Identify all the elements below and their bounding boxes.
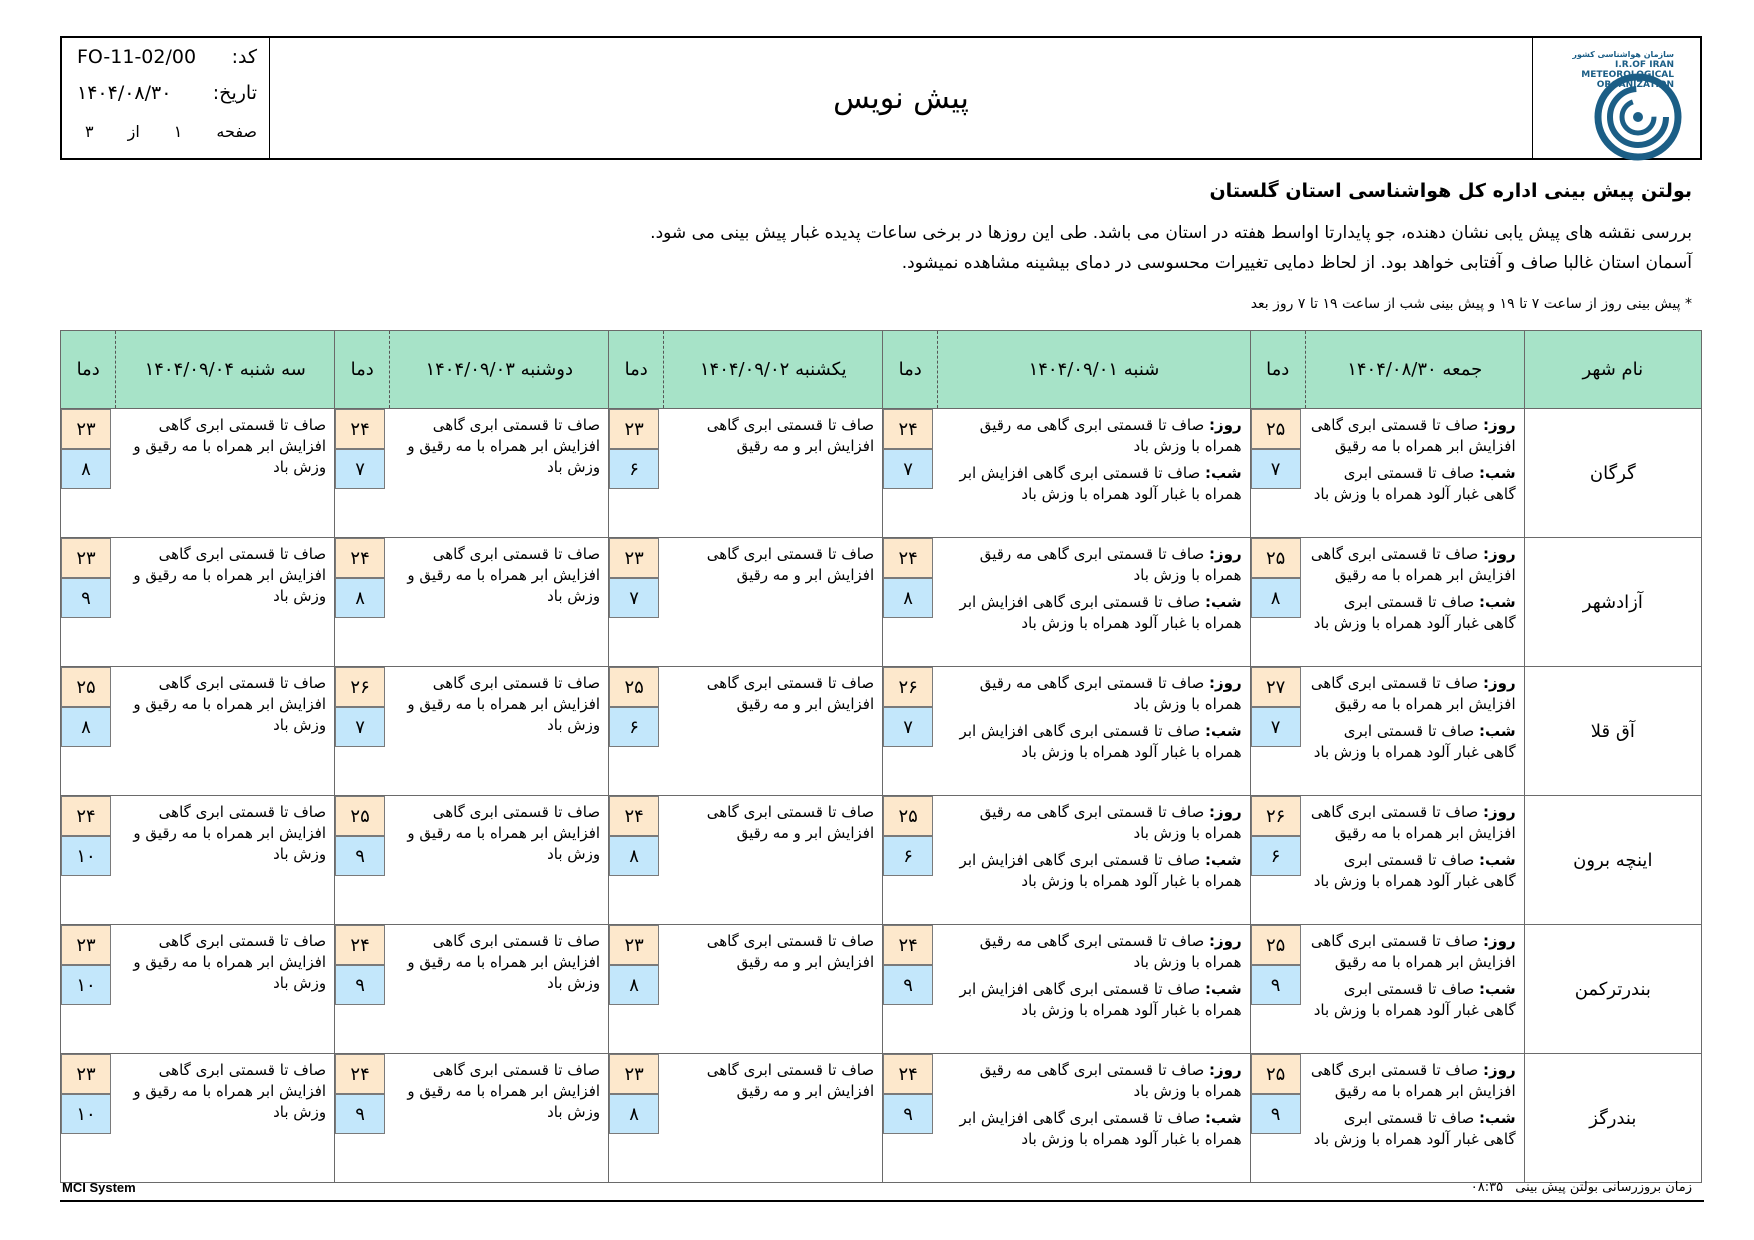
city-name: بندرترکمن — [1524, 925, 1701, 1054]
table-header-row — [61, 331, 1702, 409]
temp-cell — [883, 925, 938, 1054]
temp-header: دما — [335, 331, 390, 409]
forecast-table-body — [61, 409, 1702, 1183]
day-header-3: یکشنبه ۱۴۰۴/۰۹/۰۲ — [664, 331, 883, 409]
day-text: صاف تا قسمتی ابری گاهی افزایش ابر همراه با مه رقیق — [1310, 674, 1516, 713]
max-temp: ۲۳ — [609, 409, 659, 449]
min-temp: ۹ — [335, 965, 385, 1005]
night-forecast — [942, 979, 1242, 1021]
day-forecast — [1309, 544, 1515, 586]
temp-header: دما — [1250, 331, 1305, 409]
min-temp: ۱۰ — [61, 965, 111, 1005]
min-temp: ۷ — [335, 449, 385, 489]
min-temp: ۸ — [609, 836, 659, 876]
night-forecast — [1309, 1108, 1515, 1150]
min-temp: ۶ — [609, 449, 659, 489]
temp-cell — [1250, 1054, 1305, 1183]
min-temp: ۷ — [883, 449, 933, 489]
temp-cell — [609, 1054, 664, 1183]
day-label: روز: — [1483, 1061, 1516, 1079]
night-text: صاف تا قسمتی ابری گاهی غبار آلود همراه با وزش باد — [1313, 464, 1516, 503]
page-title: پیش نویس — [833, 80, 969, 116]
max-temp: ۲۵ — [609, 667, 659, 707]
day-label: روز: — [1483, 803, 1516, 821]
forecast-text: صاف تا قسمتی ابری گاهی افزایش ابر و مه رقیق — [664, 667, 883, 796]
min-temp: ۹ — [883, 1094, 933, 1134]
night-forecast — [1309, 850, 1515, 892]
max-temp: ۲۴ — [61, 796, 111, 836]
footer-update — [1471, 1180, 1692, 1195]
page-total: ۳ — [85, 122, 94, 141]
night-label: شب: — [1478, 464, 1516, 482]
temp-cell — [883, 538, 938, 667]
footer-divider — [60, 1200, 1704, 1202]
max-temp: ۲۳ — [609, 538, 659, 578]
city-name: اینچه برون — [1524, 796, 1701, 925]
temp-cell — [61, 925, 116, 1054]
night-label: شب: — [1204, 464, 1242, 482]
day-label: روز: — [1209, 545, 1242, 563]
day-night-forecast — [938, 667, 1250, 796]
max-temp: ۲۴ — [609, 796, 659, 836]
city-name: گرگان — [1524, 409, 1701, 538]
day-night-forecast — [1305, 538, 1524, 667]
night-forecast — [942, 1108, 1242, 1150]
table-row — [61, 796, 1702, 925]
footer-system: MCI System — [62, 1180, 136, 1195]
day-header-5: سه شنبه ۱۴۰۴/۰۹/۰۴ — [116, 331, 335, 409]
max-temp: ۲۴ — [883, 409, 933, 449]
temp-cell — [609, 925, 664, 1054]
night-label: شب: — [1204, 722, 1242, 740]
forecast-text: صاف تا قسمتی ابری گاهی افزایش ابر همراه با مه رقیق و وزش باد — [116, 538, 335, 667]
max-temp: ۲۳ — [61, 409, 111, 449]
night-label: شب: — [1478, 851, 1516, 869]
min-temp: ۷ — [883, 707, 933, 747]
night-text: صاف تا قسمتی ابری گاهی غبار آلود همراه با وزش باد — [1313, 722, 1516, 761]
min-temp: ۹ — [335, 1094, 385, 1134]
max-temp: ۲۵ — [1251, 538, 1301, 578]
min-temp: ۶ — [1251, 836, 1301, 876]
day-night-forecast — [1305, 925, 1524, 1054]
max-temp: ۲۵ — [883, 796, 933, 836]
page-label: صفحه — [216, 122, 257, 141]
night-text: صاف تا قسمتی ابری گاهی افزایش ابر همراه با غبار آلود همراه با وزش باد — [959, 851, 1242, 890]
night-text: صاف تا قسمتی ابری گاهی غبار آلود همراه با وزش باد — [1313, 1109, 1516, 1148]
day-text: صاف تا قسمتی ابری گاهی مه رقیق همراه با وزش باد — [979, 416, 1242, 455]
city-name: آزادشهر — [1524, 538, 1701, 667]
night-text: صاف تا قسمتی ابری گاهی غبار آلود همراه با وزش باد — [1313, 980, 1516, 1019]
table-row — [61, 667, 1702, 796]
table-row — [61, 409, 1702, 538]
forecast-text: صاف تا قسمتی ابری گاهی افزایش ابر همراه با مه رقیق و وزش باد — [390, 796, 609, 925]
min-temp: ۷ — [1251, 449, 1301, 489]
max-temp: ۲۵ — [1251, 1054, 1301, 1094]
table-row — [61, 1054, 1702, 1183]
temp-cell — [61, 409, 116, 538]
night-label: شب: — [1204, 593, 1242, 611]
min-temp: ۹ — [61, 578, 111, 618]
doc-meta — [62, 38, 270, 158]
page-row — [77, 122, 257, 141]
forecast-text: صاف تا قسمتی ابری گاهی افزایش ابر همراه با مه رقیق و وزش باد — [390, 1054, 609, 1183]
day-night-forecast — [1305, 1054, 1524, 1183]
night-label: شب: — [1478, 980, 1516, 998]
bulletin-heading: بولتن پیش بینی اداره کل هواشناسی استان گلستان — [1209, 180, 1692, 202]
day-forecast — [942, 544, 1242, 586]
city-name: بندرگز — [1524, 1054, 1701, 1183]
bulletin-summary — [492, 218, 1692, 278]
logo-text-en1: I.R.OF IRAN — [1615, 60, 1674, 70]
forecast-text: صاف تا قسمتی ابری گاهی افزایش ابر همراه با مه رقیق و وزش باد — [390, 538, 609, 667]
min-temp: ۸ — [883, 578, 933, 618]
day-night-forecast — [938, 538, 1250, 667]
forecast-text: صاف تا قسمتی ابری گاهی افزایش ابر و مه رقیق — [664, 1054, 883, 1183]
min-temp: ۶ — [883, 836, 933, 876]
forecast-text: صاف تا قسمتی ابری گاهی افزایش ابر همراه با مه رقیق و وزش باد — [390, 925, 609, 1054]
day-text: صاف تا قسمتی ابری گاهی افزایش ابر همراه با مه رقیق — [1310, 1061, 1516, 1100]
night-text: صاف تا قسمتی ابری گاهی غبار آلود همراه با وزش باد — [1313, 593, 1516, 632]
min-temp: ۷ — [1251, 707, 1301, 747]
day-text: صاف تا قسمتی ابری گاهی مه رقیق همراه با وزش باد — [979, 545, 1242, 584]
day-forecast — [942, 802, 1242, 844]
temp-cell — [609, 409, 664, 538]
day-forecast — [942, 1060, 1242, 1102]
logo-text-en3: ORGANIZATION — [1596, 80, 1674, 90]
max-temp: ۲۵ — [1251, 409, 1301, 449]
code-value: FO-11-02/00 — [77, 46, 197, 68]
page-of: از — [127, 122, 140, 141]
max-temp: ۲۵ — [61, 667, 111, 707]
night-label: شب: — [1204, 851, 1242, 869]
temp-cell — [883, 1054, 938, 1183]
day-header-1: جمعه ۱۴۰۴/۰۸/۳۰ — [1305, 331, 1524, 409]
min-temp: ۷ — [335, 707, 385, 747]
night-label: شب: — [1478, 593, 1516, 611]
max-temp: ۲۳ — [61, 538, 111, 578]
temp-cell — [335, 409, 390, 538]
temp-cell — [1250, 796, 1305, 925]
night-forecast — [1309, 721, 1515, 763]
night-forecast — [942, 463, 1242, 505]
min-temp: ۸ — [609, 965, 659, 1005]
day-forecast — [942, 931, 1242, 973]
day-label: روز: — [1209, 803, 1242, 821]
min-temp: ۸ — [61, 707, 111, 747]
max-temp: ۲۵ — [1251, 925, 1301, 965]
max-temp: ۲۴ — [335, 409, 385, 449]
org-logo — [1532, 38, 1700, 158]
temp-cell — [335, 667, 390, 796]
forecast-text: صاف تا قسمتی ابری گاهی افزایش ابر همراه با مه رقیق و وزش باد — [116, 409, 335, 538]
forecast-text: صاف تا قسمتی ابری گاهی افزایش ابر همراه با مه رقیق و وزش باد — [390, 409, 609, 538]
date-value: ۱۴۰۴/۰۸/۳۰ — [77, 82, 172, 104]
min-temp: ۶ — [609, 707, 659, 747]
night-text: صاف تا قسمتی ابری گاهی افزایش ابر همراه با غبار آلود همراه با وزش باد — [959, 980, 1242, 1019]
document-header — [60, 36, 1702, 160]
day-text: صاف تا قسمتی ابری گاهی مه رقیق همراه با وزش باد — [979, 674, 1242, 713]
day-forecast — [942, 415, 1242, 457]
table-row — [61, 925, 1702, 1054]
night-label: شب: — [1204, 980, 1242, 998]
max-temp: ۲۶ — [883, 667, 933, 707]
day-forecast — [1309, 673, 1515, 715]
footer-update-time: ۰۸:۳۵ — [1470, 1180, 1504, 1195]
day-night-forecast — [1305, 796, 1524, 925]
day-label: روز: — [1209, 674, 1242, 692]
day-text: صاف تا قسمتی ابری گاهی افزایش ابر همراه با مه رقیق — [1310, 416, 1516, 455]
code-label: کد: — [231, 46, 257, 68]
forecast-text: صاف تا قسمتی ابری گاهی افزایش ابر همراه با مه رقیق و وزش باد — [116, 925, 335, 1054]
temp-cell — [335, 925, 390, 1054]
night-text: صاف تا قسمتی ابری گاهی غبار آلود همراه با وزش باد — [1313, 851, 1516, 890]
day-label: روز: — [1209, 1061, 1242, 1079]
max-temp: ۲۵ — [335, 796, 385, 836]
code-row — [77, 46, 257, 68]
day-night-forecast — [1305, 667, 1524, 796]
forecast-text: صاف تا قسمتی ابری گاهی افزایش ابر و مه رقیق — [664, 796, 883, 925]
night-text: صاف تا قسمتی ابری گاهی افزایش ابر همراه با غبار آلود همراه با وزش باد — [959, 464, 1242, 503]
day-text: صاف تا قسمتی ابری گاهی مه رقیق همراه با وزش باد — [979, 803, 1242, 842]
night-forecast — [1309, 463, 1515, 505]
temp-cell — [883, 409, 938, 538]
footer-update-label: زمان بروزرسانی بولتن پیش بینی — [1515, 1180, 1692, 1195]
city-header: نام شهر — [1524, 331, 1701, 409]
min-temp: ۹ — [1251, 965, 1301, 1005]
day-text: صاف تا قسمتی ابری گاهی افزایش ابر همراه با مه رقیق — [1310, 932, 1516, 971]
max-temp: ۲۴ — [335, 538, 385, 578]
forecast-text: صاف تا قسمتی ابری گاهی افزایش ابر و مه رقیق — [664, 925, 883, 1054]
temp-cell — [335, 796, 390, 925]
night-forecast — [1309, 592, 1515, 634]
min-temp: ۸ — [609, 1094, 659, 1134]
min-temp: ۹ — [883, 965, 933, 1005]
temp-cell — [1250, 409, 1305, 538]
night-forecast — [942, 850, 1242, 892]
temp-cell — [335, 538, 390, 667]
night-text: صاف تا قسمتی ابری گاهی افزایش ابر همراه با غبار آلود همراه با وزش باد — [959, 593, 1242, 632]
temp-cell — [1250, 538, 1305, 667]
max-temp: ۲۶ — [335, 667, 385, 707]
forecast-table — [60, 330, 1702, 1183]
day-night-forecast — [1305, 409, 1524, 538]
day-label: روز: — [1209, 416, 1242, 434]
night-label: شب: — [1204, 1109, 1242, 1127]
temp-cell — [61, 538, 116, 667]
max-temp: ۲۴ — [883, 538, 933, 578]
temp-cell — [609, 538, 664, 667]
table-row — [61, 538, 1702, 667]
day-night-forecast — [938, 925, 1250, 1054]
min-temp: ۹ — [1251, 1094, 1301, 1134]
max-temp: ۲۴ — [883, 925, 933, 965]
max-temp: ۲۴ — [335, 925, 385, 965]
logo-spiral-icon — [1593, 72, 1683, 162]
day-forecast — [1309, 802, 1515, 844]
day-night-forecast — [938, 1054, 1250, 1183]
day-label: روز: — [1483, 416, 1516, 434]
summary-line-2: آسمان استان غالبا صاف و آفتابی خواهد بود. از لحاظ دمایی تغییرات محسوسی در دمای بیشینه مشاهده نمیشود. — [901, 253, 1692, 273]
day-label: روز: — [1209, 932, 1242, 950]
day-night-forecast — [938, 409, 1250, 538]
day-night-forecast — [938, 796, 1250, 925]
night-forecast — [942, 721, 1242, 763]
date-row — [77, 82, 257, 104]
max-temp: ۲۷ — [1251, 667, 1301, 707]
max-temp: ۲۳ — [609, 925, 659, 965]
day-text: صاف تا قسمتی ابری گاهی مه رقیق همراه با وزش باد — [979, 932, 1242, 971]
max-temp: ۲۴ — [883, 1054, 933, 1094]
day-header-4: دوشنبه ۱۴۰۴/۰۹/۰۳ — [390, 331, 609, 409]
page-current: ۱ — [173, 122, 183, 141]
forecast-text: صاف تا قسمتی ابری گاهی افزایش ابر همراه با مه رقیق و وزش باد — [116, 1054, 335, 1183]
forecast-time-note: * پیش بینی روز از ساعت ۷ تا ۱۹ و پیش بینی شب از ساعت ۱۹ تا ۷ روز بعد — [1250, 296, 1692, 312]
temp-cell — [61, 1054, 116, 1183]
date-label: تاریخ: — [212, 82, 257, 104]
temp-cell — [61, 667, 116, 796]
min-temp: ۹ — [335, 836, 385, 876]
night-label: شب: — [1478, 722, 1516, 740]
forecast-text: صاف تا قسمتی ابری گاهی افزایش ابر همراه با مه رقیق و وزش باد — [116, 796, 335, 925]
temp-cell — [1250, 925, 1305, 1054]
min-temp: ۸ — [61, 449, 111, 489]
day-label: روز: — [1483, 545, 1516, 563]
night-forecast — [942, 592, 1242, 634]
max-temp: ۲۳ — [61, 1054, 111, 1094]
logo-text-fa: سازمان هواشناسی کشور — [1572, 50, 1674, 59]
forecast-text: صاف تا قسمتی ابری گاهی افزایش ابر همراه با مه رقیق و وزش باد — [116, 667, 335, 796]
max-temp: ۲۳ — [609, 1054, 659, 1094]
min-temp: ۸ — [1251, 578, 1301, 618]
min-temp: ۱۰ — [61, 1094, 111, 1134]
min-temp: ۸ — [335, 578, 385, 618]
temp-cell — [883, 667, 938, 796]
day-forecast — [1309, 1060, 1515, 1102]
day-text: صاف تا قسمتی ابری گاهی مه رقیق همراه با وزش باد — [979, 1061, 1242, 1100]
day-text: صاف تا قسمتی ابری گاهی افزایش ابر همراه با مه رقیق — [1310, 803, 1516, 842]
min-temp: ۱۰ — [61, 836, 111, 876]
temp-cell — [335, 1054, 390, 1183]
day-label: روز: — [1483, 674, 1516, 692]
logo-text-en2: METEOROLOGICAL — [1581, 70, 1674, 80]
temp-cell — [61, 796, 116, 925]
day-header-2: شنبه ۱۴۰۴/۰۹/۰۱ — [938, 331, 1250, 409]
forecast-text: صاف تا قسمتی ابری گاهی افزایش ابر و مه رقیق — [664, 409, 883, 538]
temp-cell — [1250, 667, 1305, 796]
temp-cell — [609, 796, 664, 925]
forecast-text: صاف تا قسمتی ابری گاهی افزایش ابر و مه رقیق — [664, 538, 883, 667]
max-temp: ۲۳ — [61, 925, 111, 965]
temp-header: دما — [883, 331, 938, 409]
night-text: صاف تا قسمتی ابری گاهی افزایش ابر همراه با غبار آلود همراه با وزش باد — [959, 722, 1242, 761]
temp-header: دما — [609, 331, 664, 409]
temp-cell — [883, 796, 938, 925]
day-forecast — [942, 673, 1242, 715]
temp-cell — [609, 667, 664, 796]
day-label: روز: — [1483, 932, 1516, 950]
temp-header: دما — [61, 331, 116, 409]
night-label: شب: — [1478, 1109, 1516, 1127]
night-forecast — [1309, 979, 1515, 1021]
city-name: آق قلا — [1524, 667, 1701, 796]
day-text: صاف تا قسمتی ابری گاهی افزایش ابر همراه با مه رقیق — [1310, 545, 1516, 584]
summary-line-1: بررسی نقشه های پیش یابی نشان دهنده، جو پایدارتا اواسط هفته در استان می باشد. طی این روزها در برخی ساعات پدیده غبار پیش بینی می شود. — [650, 223, 1692, 243]
max-temp: ۲۶ — [1251, 796, 1301, 836]
min-temp: ۷ — [609, 578, 659, 618]
day-forecast — [1309, 415, 1515, 457]
day-forecast — [1309, 931, 1515, 973]
night-text: صاف تا قسمتی ابری گاهی افزایش ابر همراه با غبار آلود همراه با وزش باد — [959, 1109, 1242, 1148]
max-temp: ۲۴ — [335, 1054, 385, 1094]
forecast-text: صاف تا قسمتی ابری گاهی افزایش ابر همراه با مه رقیق و وزش باد — [390, 667, 609, 796]
